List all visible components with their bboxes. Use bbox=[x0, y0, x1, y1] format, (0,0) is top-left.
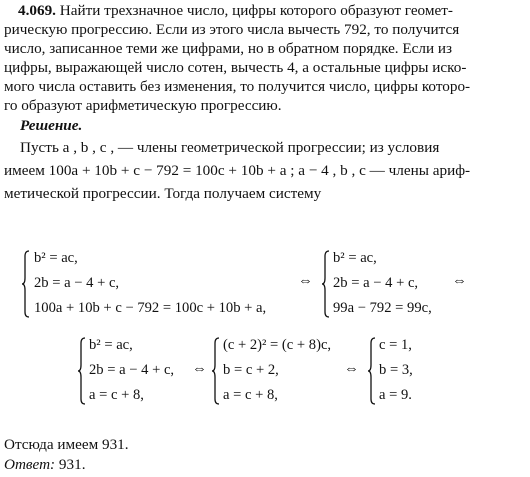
brace-4 bbox=[212, 337, 220, 405]
system-1-eq-2: 2b = a − 4 + c, bbox=[34, 275, 120, 291]
system-5-eq-1: c = 1, bbox=[379, 337, 412, 353]
problem-number: 4.069. bbox=[18, 2, 56, 19]
problem-line-4: цифры, выражающей число сотен, вычесть 4, а остальные цифры иско- bbox=[4, 59, 467, 76]
system-2-eq-3: 99a − 792 = 99c, bbox=[333, 300, 432, 316]
solution-line-3: метической прогрессии. Тогда получаем систему bbox=[4, 185, 322, 202]
solution-heading: Решение. bbox=[20, 117, 83, 134]
system-3-eq-1: b² = ac, bbox=[89, 337, 133, 353]
problem-line-6: го образуют арифметическую прогрессию. bbox=[4, 97, 282, 114]
system-1-eq-1: b² = ac, bbox=[34, 250, 78, 266]
system-3 bbox=[78, 337, 188, 405]
system-5-eq-3: a = 9. bbox=[379, 387, 412, 403]
problem-line-1 bbox=[18, 1, 453, 20]
brace-1 bbox=[22, 250, 30, 318]
equiv-arrow-2: ⇔ bbox=[452, 273, 467, 289]
system-5 bbox=[368, 337, 428, 405]
system-3-eq-2: 2b = a − 4 + c, bbox=[89, 362, 175, 378]
equiv-arrow-1: ⇔ bbox=[298, 273, 313, 289]
problem-line-5: мого числа оставить без изменения, то получится число, цифры которо- bbox=[4, 78, 471, 95]
system-5-eq-2: b = 3, bbox=[379, 362, 413, 378]
system-4 bbox=[212, 337, 347, 405]
solution-line-1: Пусть a , b , c , — члены геометрической прогрессии; из условия bbox=[20, 139, 440, 156]
system-4-eq-3: a = c + 8, bbox=[223, 387, 278, 403]
system-1 bbox=[22, 250, 312, 318]
equiv-arrow-4: ⇔ bbox=[344, 361, 359, 377]
system-1-eq-3: 100a + 10b + c − 792 = 100c + 10b + a, bbox=[34, 300, 267, 316]
system-2 bbox=[322, 250, 452, 318]
equiv-arrow-3: ⇔ bbox=[192, 361, 207, 377]
brace-2 bbox=[322, 250, 330, 318]
conclusion-line: Отсюда имеем 931. bbox=[4, 436, 129, 453]
solution-line-2: имеем 100a + 10b + c − 792 = 100c + 10b + a ; a − 4 , b , c — члены ариф- bbox=[4, 162, 471, 179]
system-4-eq-1: (c + 2)² = (c + 8)c, bbox=[223, 337, 332, 353]
problem-line-2: рическую прогрессию. Если из этого числа вычесть 792, то получится bbox=[4, 21, 460, 38]
problem-line-3: число, записанное теми же цифрами, но в обратном порядке. Если из bbox=[4, 40, 453, 57]
answer-value: 931. bbox=[55, 456, 86, 473]
brace-3 bbox=[78, 337, 86, 405]
system-3-eq-3: a = c + 8, bbox=[89, 387, 144, 403]
problem-text-1: Найти трехзначное число, цифры которого образуют геомет- bbox=[59, 2, 453, 19]
system-2-eq-1: b² = ac, bbox=[333, 250, 377, 266]
system-2-eq-2: 2b = a − 4 + c, bbox=[333, 275, 419, 291]
brace-5 bbox=[368, 337, 376, 405]
answer-label: Ответ: bbox=[4, 456, 56, 473]
answer-line bbox=[4, 455, 85, 474]
system-4-eq-2: b = c + 2, bbox=[223, 362, 279, 378]
